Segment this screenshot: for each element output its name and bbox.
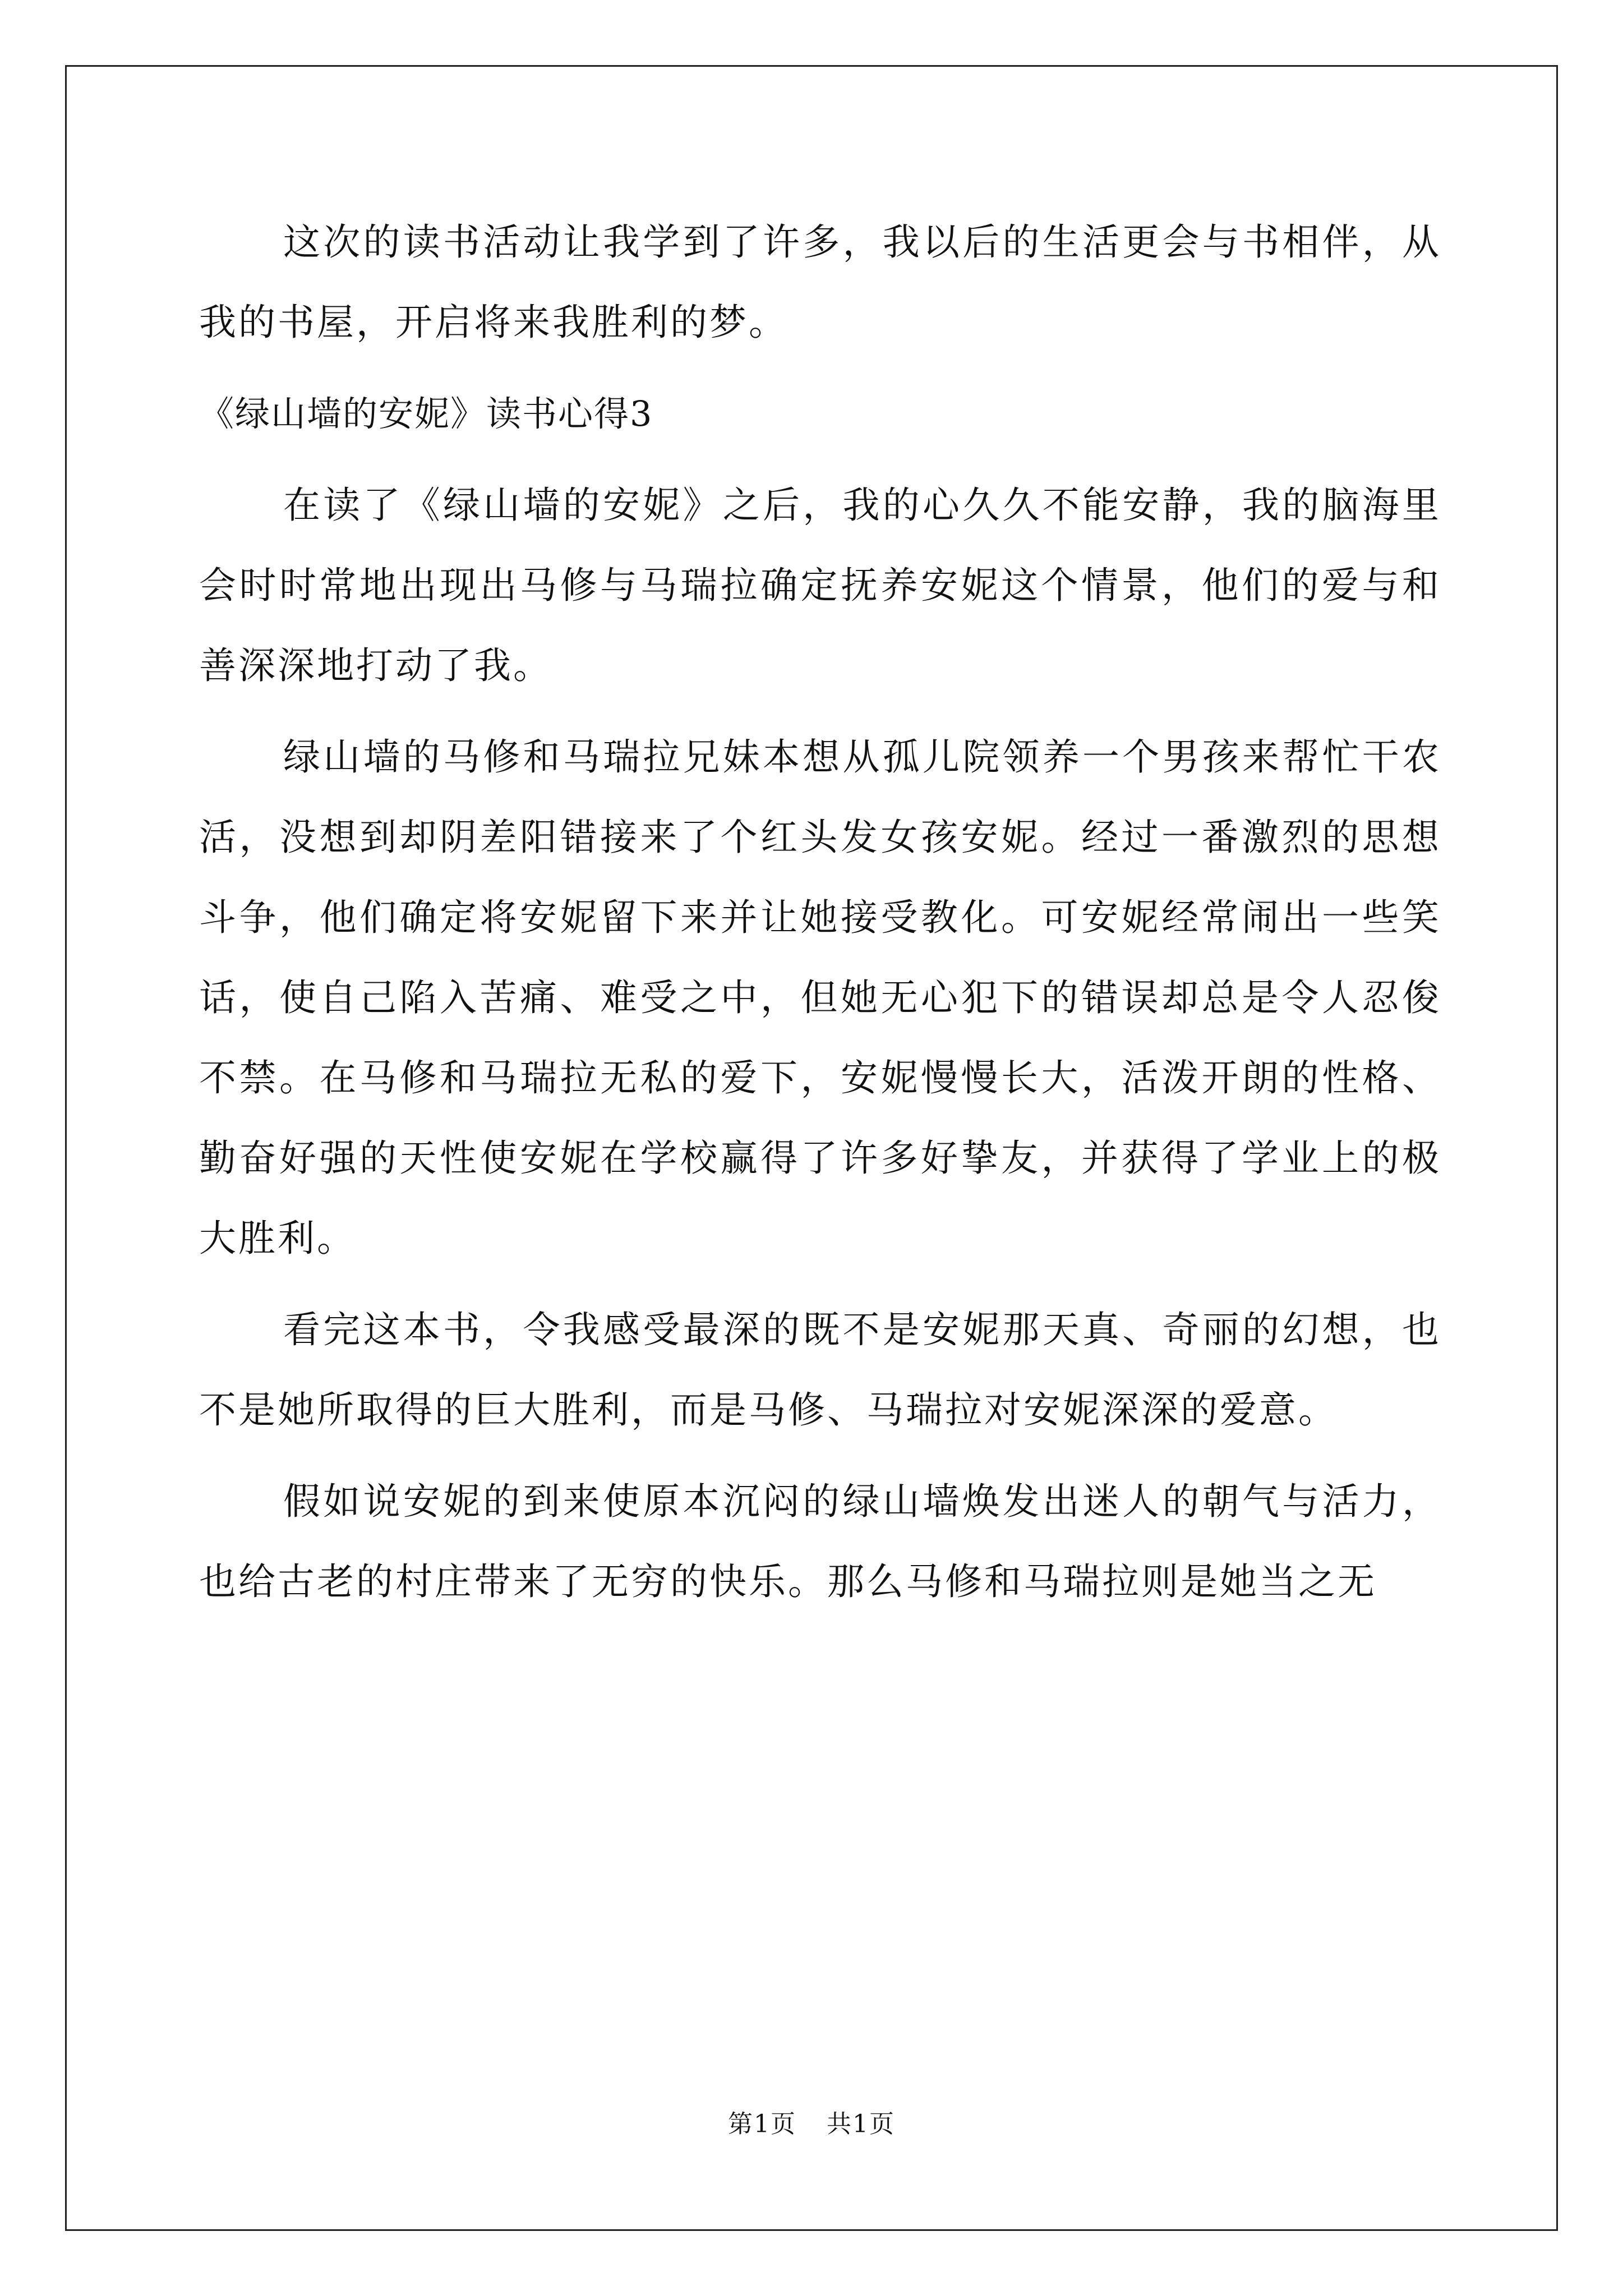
section-heading: 《绿山墙的安妮》读书心得3 <box>199 393 653 434</box>
paragraph-impression: 看完这本书，令我感受最深的既不是安妮那天真、奇丽的幻想，也不是她所取得的巨大胜利，而是马修、马瑞拉对安妮深深的爱意。 <box>199 1308 1441 1432</box>
page-total: 共1页 <box>827 2110 895 2138</box>
paragraph-continuation: 假如说安妮的到来使原本沉闷的绿山墙焕发出迷人的朝气与活力，也给古老的村庄带来了无穷的快乐。那么马修和马瑞拉则是她当之无 <box>199 1480 1441 1603</box>
page-footer <box>0 2104 1623 2139</box>
paragraph-story-summary: 绿山墙的马修和马瑞拉兄妹本想从孤儿院领养一个男孩来帮忙干农活，没想到却阴差阳错接来了个红头发女孩安妮。经过一番激烈的思想斗争，他们确定将安妮留下来并让她接受教化。可安妮经常闹出一些笑话，使自己陷入苦痛、难受之中，但她无心犯下的错误却总是令人忍俊不禁。在马修和马瑞拉无私的爱下，安妮慢慢长大，活泼开朗的性格、勤奋好强的天性使安妮在学校赢得了许多好挚友，并获得了学业上的极大胜利。 <box>199 735 1441 1260</box>
paragraph-closing-reflection: 这次的读书活动让我学到了许多，我以后的生活更会与书相伴，从我的书屋，开启将来我胜利的梦。 <box>199 220 1441 344</box>
document-body <box>199 202 1441 1622</box>
paragraph-intro: 在读了《绿山墙的安妮》之后，我的心久久不能安静，我的脑海里会时时常地出现出马修与马瑞拉确定抚养安妮这个情景，他们的爱与和善深深地打动了我。 <box>199 484 1441 687</box>
page-number: 第1页 <box>728 2110 796 2138</box>
